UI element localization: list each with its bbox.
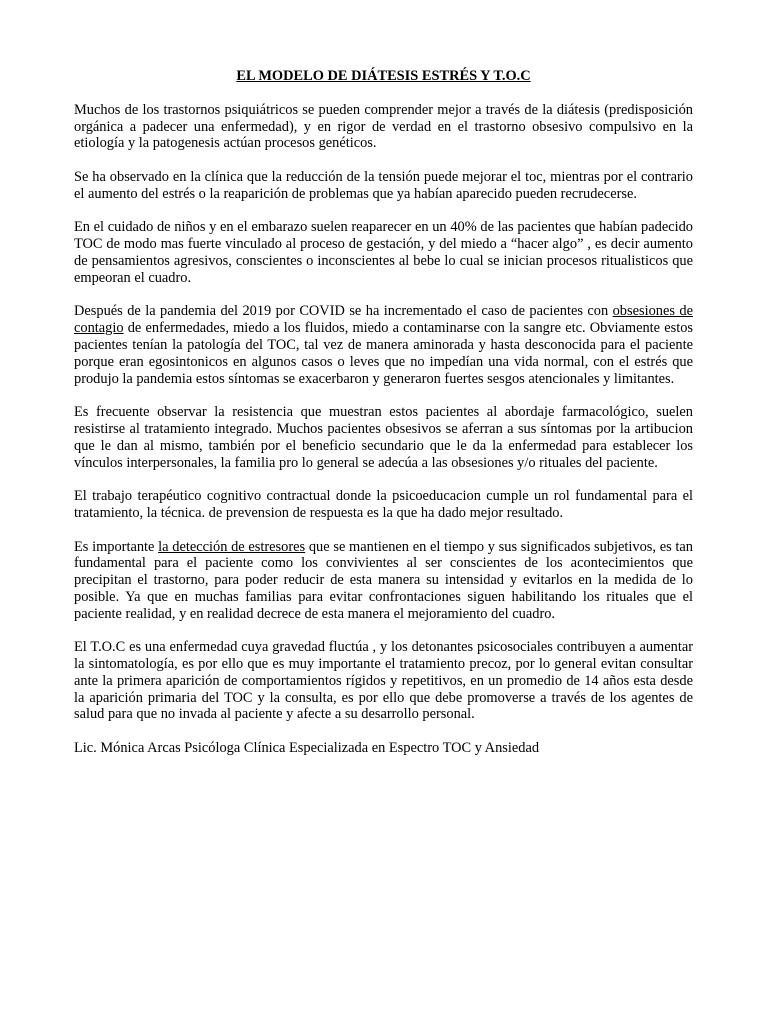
paragraph-estresores-body: que se mantienen en el tiempo y sus significados subjetivos, es tan fundamental para el paciente como los convivientes al ser conscientes de los acontecimientos que precipitan el trastorno, para poder reducir de esta manera su intensidad y evitarlos en la medida de lo posible. Ya que en muchas familias para evitar confrontaciones siguen habilitando los rituales que el paciente realidad, y en realidad decrece de esta manera el mejoramiento del cuadro.: [74, 538, 693, 622]
document-page: [74, 68, 693, 757]
paragraph-pandemia-body: de enfermedades, miedo a los fluidos, miedo a contaminarse con la sangre etc. Obviamente estos pacientes tenían la patología del TOC, tal vez de manera aminorada y hasta desconocida para el paciente porque eran egosintonicos en algunos casos o leves que no impedían una vida normal, con el estrés que produjo la pandemia estos síntomas se exacerbaron y generaron fuertes sesgos atencionales y limitantes.: [74, 320, 693, 387]
paragraph-embarazo: En el cuidado de niños y en el embarazo suelen reaparecer en un 40% de las pacientes que habían padecido TOC de modo mas fuerte vinculado al proceso de gestación, y del miedo a “hacer algo” , es decir aumento de pensamientos agresivos, conscientes o inconscientes al bebe lo cual se inician procesos ritualisticos que empeoran el cuadro.: [74, 219, 693, 286]
paragraph-estresores-intro: Es importante: [74, 538, 159, 555]
paragraph-estresores: [74, 539, 693, 623]
paragraph-pandemia: [74, 303, 693, 387]
document-title: EL MODELO DE DIÁTESIS ESTRÉS Y T.O.C: [236, 68, 531, 84]
paragraph-trabajo-terapeutico: El trabajo terapéutico cognitivo contractual donde la psicoeducacion cumple un rol fundamental para el tratamiento, la técnica. de prevension de respuesta es la que ha dado mejor resultado.: [74, 488, 693, 521]
paragraph-tension: Se ha observado en la clínica que la reducción de la tensión puede mejorar el toc, mientras por el contrario el aumento del estrés o la reaparición de problemas que ya habían aparecido pueden recrudecerse.: [74, 168, 693, 202]
paragraph-diatesis: Muchos de los trastornos psiquiátricos se pueden comprender mejor a través de la diátesis (predisposición orgánica a padecer una enfermedad), y en rigor de verdad en el trastorno obsesivo compulsivo en la etiología y la patogenesis actúan procesos genéticos.: [74, 101, 693, 152]
paragraph-pandemia-intro: Después de la pandemia del 2019 por COVID se ha incrementado el caso de pacientes con: [74, 303, 613, 320]
underlined-obsesiones-de-contagio: obsesiones de contagio: [74, 303, 693, 337]
paragraph-gravedad: El T.O.C es una enfermedad cuya gravedad fluctúa , y los detonantes psicosociales contribuyen a aumentar la sintomatología, es por ello que es muy importante el tratamiento precoz, por lo general evitan consultar ante la primera aparición de comportamientos rígidos y repetitivos, en un promedio de 14 años esta desde la aparición primaria del TOC y la consulta, es por ello que debe promoverse a través de los agentes de salud para que no invada al paciente y afecte a su desarrollo personal.: [74, 639, 693, 723]
paragraph-resistencia: Es frecuente observar la resistencia que muestran estos pacientes al abordaje farmacológico, suelen resistirse al tratamiento integrado. Muchos pacientes obsesivos se aferran a sus síntomas por la artibucion que le dan al mismo, también por el beneficio secundario que le da la enfermedad para establecer los vínculos interpersonales, la familia pro lo general se adecúa a las obsesiones y/o rituales del paciente.: [74, 404, 693, 471]
underlined-deteccion-de-estresores: la detección de estresores: [158, 538, 306, 555]
author-signature: Lic. Mónica Arcas Psicóloga Clínica Especializada en Espectro TOC y Ansiedad: [74, 740, 540, 757]
